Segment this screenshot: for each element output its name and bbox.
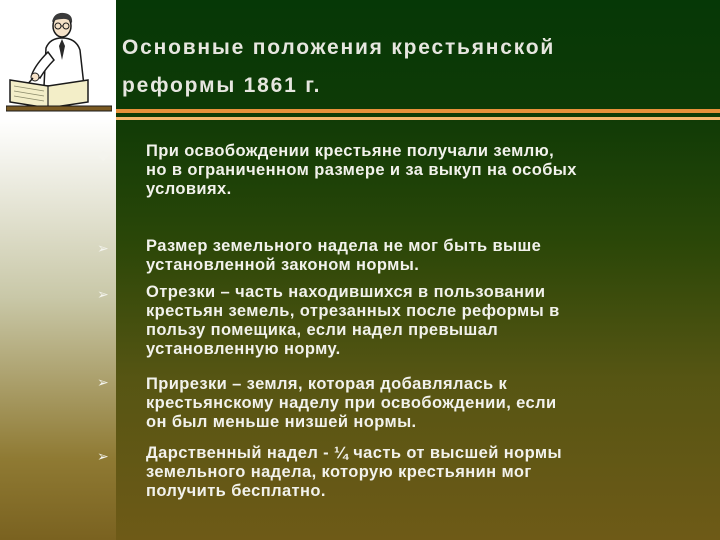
text-line: Прирезки – земля, которая добавлялась к: [146, 375, 508, 393]
bullet-text-3: [146, 283, 706, 359]
text-line: но в ограниченном размере и за выкуп на особых: [146, 161, 577, 179]
text-line: земельного надела, которую крестьянин мог: [146, 463, 532, 481]
title-underline-light: [116, 117, 720, 120]
text-line: крестьянскому наделу при освобождении, если: [146, 394, 557, 412]
bullet-text-5: [146, 444, 706, 501]
slide-title-line-2: реформы 1861 г.: [122, 74, 322, 97]
text-line: При освобождении крестьяне получали землю,: [146, 142, 555, 160]
title-underline-orange: [116, 109, 720, 113]
arrow-bullet-icon: ➢: [97, 240, 109, 256]
text-line: пользу помещика, если надел превышал: [146, 321, 499, 339]
diamond-bullet-icon: ❖: [97, 148, 110, 164]
slide-title-line-1: Основные положения крестьянской: [122, 36, 556, 59]
text-line: Размер земельного надела не мог быть выше: [146, 237, 542, 255]
bullet-text-2: [146, 237, 706, 275]
text-line: Дарственный надел - ¼ часть от высшей нормы: [146, 444, 562, 462]
text-line: крестьян земель, отрезанных после реформы в: [146, 302, 560, 320]
arrow-bullet-icon: ➢: [97, 286, 109, 302]
bullet-text-1: [146, 142, 706, 199]
arrow-bullet-icon: ➢: [97, 374, 109, 390]
arrow-bullet-icon: ➢: [97, 448, 109, 464]
bullet-text-4: [146, 375, 706, 432]
text-line: условиях.: [146, 180, 232, 198]
text-line: Отрезки – часть находившихся в пользовании: [146, 283, 546, 301]
text-line: он был меньше низшей нормы.: [146, 413, 417, 431]
text-line: установленную норму.: [146, 340, 341, 358]
text-line: установленной законом нормы.: [146, 256, 420, 274]
teacher-writing-illustration: [6, 8, 112, 112]
text-line: получить бесплатно.: [146, 482, 326, 500]
